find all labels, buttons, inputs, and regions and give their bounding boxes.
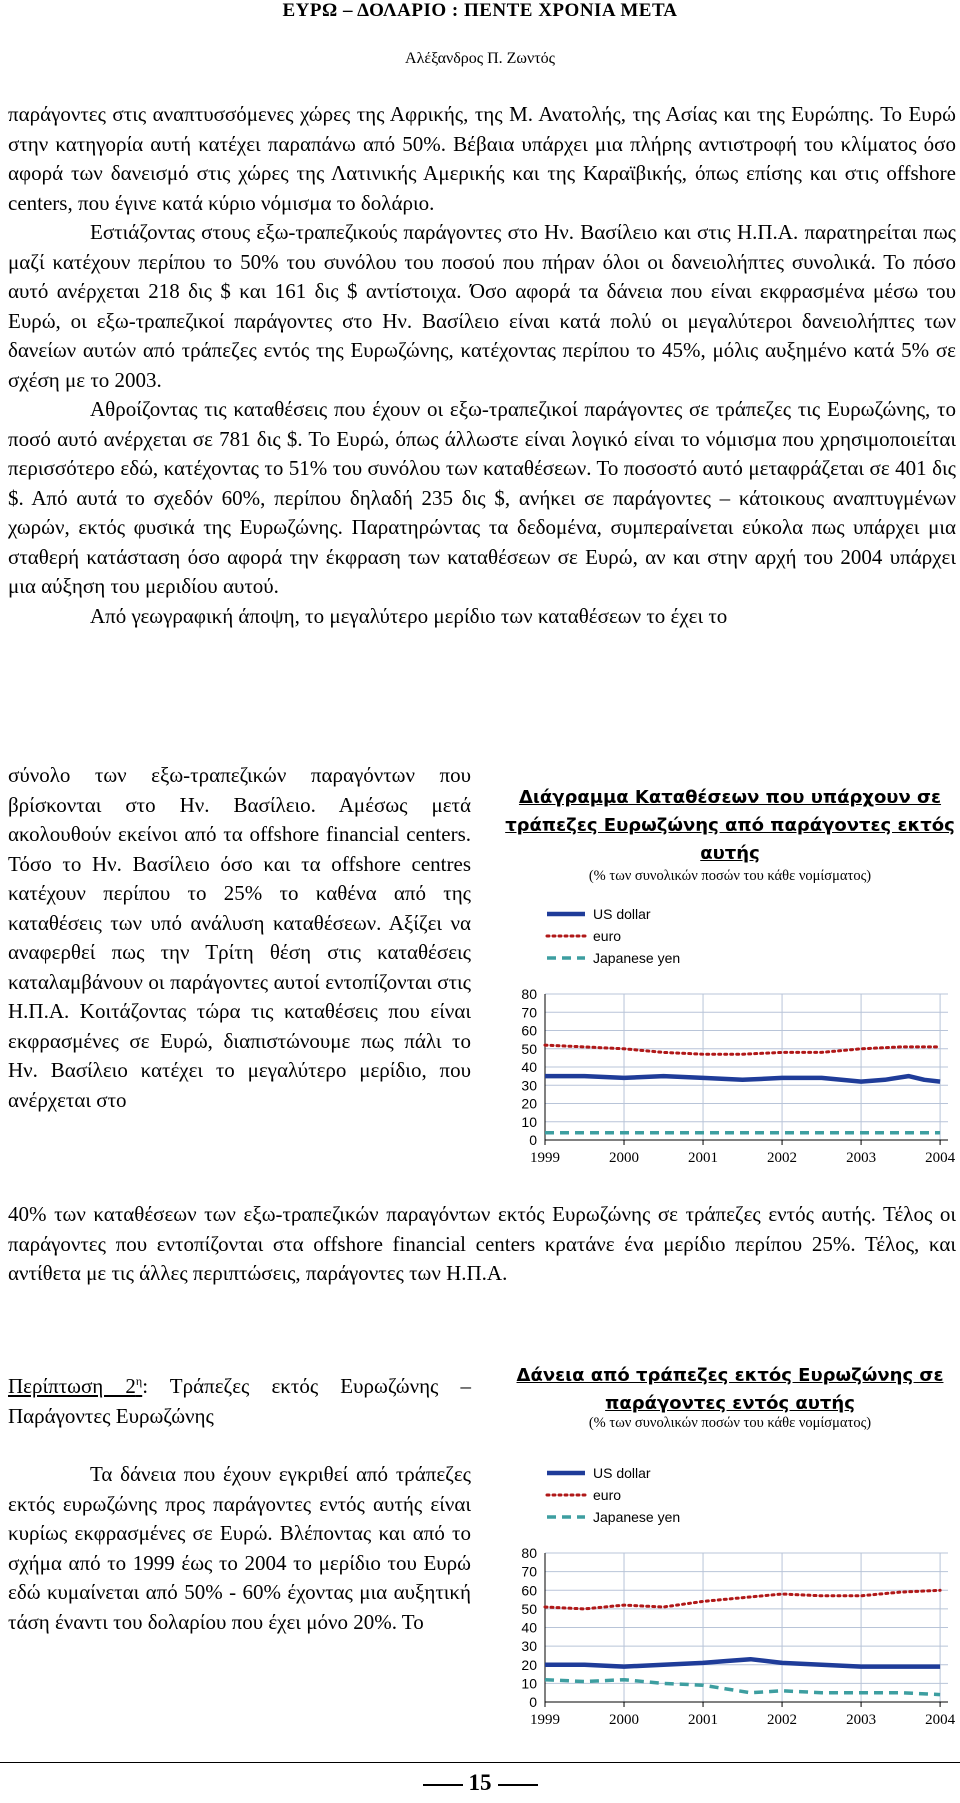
- paragraph-4-column: [8, 761, 471, 1115]
- figure-1-chart-svg: [505, 896, 960, 1178]
- page-number: [0, 1770, 960, 1796]
- fig2-x-tick-2003: 2003: [846, 1712, 877, 1728]
- figure-2-chart-svg: [505, 1455, 960, 1740]
- fig1-y-tick-20: 20: [521, 1095, 537, 1112]
- paragraph-4-lead: Από γεωγραφική άποψη, το μεγαλύτερο μερίδιο των καταθέσεων το έχει το: [90, 603, 728, 628]
- paragraph-3: Αθροίζοντας τις καταθέσεις που έχουν οι εξω-τραπεζικοί παράγοντες σε τράπεζες τις Ευρωζώνης, το ποσό αυτό ανέρχεται σε 781 δις $. Το Ευρώ, όπως άλλωστε είναι λογικό είναι το νόμισμα που χρησιμοποιείται περισσότερο εδώ, κατέχοντας το 51% του συνόλου των καταθέσεων. Το ποσοστό αυτό μεταφράζεται σε 401 δις $. Από αυτά το σχεδόν 60%, περίπου δηλαδή 235 δις $, ανήκει σε παράγοντες – κάτοικους αναπτυγμένων χωρών, εκτός φυσικά της Ευρωζώνης. Παρατηρώντας τα δεδομένα, συμπεραίνεται εύκολα πως υπάρχει μια σταθερή κατάσταση όσο αφορά την έκφραση των καταθέσεων σε Ευρώ, αν και στην αρχή του 2004 υπάρχει μια αύξηση του μεριδίου αυτού.: [8, 397, 956, 598]
- fig2-legend-label-2: Japanese yen: [593, 1509, 681, 1525]
- fig1-legend-label-2: Japanese yen: [593, 950, 681, 966]
- case-heading-label: [8, 1374, 142, 1398]
- figure-1-subtitle: (% των συνολικών ποσών του κάθε νομίσματος): [588, 868, 872, 884]
- fig1-series-euro: [545, 1045, 940, 1054]
- fig2-x-tick-2004: 2004: [925, 1712, 956, 1728]
- fig1-series-us-dollar: [545, 1076, 940, 1082]
- fig2-x-tick-1999: 1999: [530, 1712, 560, 1728]
- fig2-y-tick-70: 70: [521, 1563, 537, 1580]
- paragraph-4-column-text: σύνολο των εξω-τραπεζικών παραγόντων που βρίσκονται στο Ην. Βασίλειο. Αμέσως μετά ακολουθούν εκείνοι από τα offshore financial centers. Τόσο το Ην. Βασίλειο όσο και τα offshore centres κατέχουν περίπου το 25% το καθένα από της καταθέσεις των υπό ανάλυση καταθέσεων. Αξίζει να αναφερθεί πως την Τρίτη θέση στις καταθέσεις καταλαμβάνουν οι παράγοντες αυτοί εντοπίζονται στις Η.Π.Α. Κοιτάζοντας τώρα τις καταθέσεις που είναι εκφρασμένες σε Ευρώ, διαπιστώνουμε πως πάλι το Ην. Βασίλειο κατέχει το μεγαλύτερο μερίδιο, που ανέρχεται στο: [8, 763, 471, 1112]
- fig1-x-tick-2003: 2003: [846, 1150, 877, 1166]
- fig1-y-tick-70: 70: [521, 1004, 537, 1021]
- fig1-x-tick-1999: 1999: [530, 1150, 560, 1166]
- fig2-y-tick-30: 30: [521, 1638, 537, 1655]
- fig2-x-tick-2002: 2002: [767, 1712, 798, 1728]
- fig1-x-tick-2001: 2001: [688, 1150, 719, 1166]
- fig1-y-tick-0: 0: [529, 1132, 537, 1148]
- body-text-top: [8, 100, 956, 631]
- case-heading-label-text: Περίπτωση 2: [8, 1374, 136, 1398]
- fig1-y-tick-10: 10: [521, 1113, 537, 1130]
- page-number-dash-left: [423, 1784, 463, 1786]
- fig2-series-euro: [545, 1590, 940, 1609]
- case-heading-sup: η: [135, 1374, 143, 1388]
- figure-2-title: Δάνεια από τράπεζες εκτός Ευρωζώνης σε παράγοντες εντός αυτής: [516, 1365, 944, 1414]
- fig1-legend-label-1: euro: [593, 928, 622, 944]
- case-heading: [8, 1367, 471, 1431]
- figure-2-chart: [505, 1455, 960, 1740]
- body-text-middle: [8, 1200, 956, 1289]
- fig2-y-tick-0: 0: [529, 1694, 537, 1710]
- page-number-dash-right: [498, 1784, 538, 1786]
- fig2-series-us-dollar: [545, 1659, 940, 1666]
- fig2-y-tick-10: 10: [521, 1675, 537, 1692]
- fig2-y-tick-40: 40: [521, 1619, 537, 1636]
- paragraph-5: Τα δάνεια που έχουν εγκριθεί από τράπεζες εκτός ευρωζώνης προς παράγοντες εντός αυτής είναι κυρίως εκφρασμένες σε Ευρώ. Βλέποντας και από το σχήμα από το 1999 έως το 2004 το μερίδιο του Ευρώ εδώ κυμαίνεται από 50% - 60% έχοντας μια αυξητική τάση έναντι του δολαρίου που έχει μόνο 20%. Το: [8, 1462, 471, 1634]
- fig2-y-tick-60: 60: [521, 1582, 537, 1599]
- figure-1-chart: [505, 896, 960, 1178]
- figure-1-title: Διάγραμμα Καταθέσεων που υπάρχουν σε τράπεζες Ευρωζώνης από παράγοντες εκτός αυτής: [505, 787, 955, 864]
- case-heading-rest: : Τράπεζες εκτός Ευρωζώνης – Παράγοντες Ευρωζώνης: [8, 1374, 472, 1428]
- fig1-legend-label-0: US dollar: [593, 906, 651, 922]
- footer-rule: [0, 1762, 960, 1763]
- case-section: [8, 1367, 471, 1637]
- fig1-y-tick-60: 60: [521, 1022, 537, 1039]
- paragraph-4-continued: 40% των καταθέσεων των εξω-τραπεζικών παραγόντων εκτός Ευρωζώνης σε τράπεζες εντός αυτής. Τέλος οι παράγοντες που εντοπίζονται στα offshore financial centers κρατάνε ένα μερίδιο περίπου 25%. Τέλος, και αντίθετα με τις άλλες περιπτώσεις, παράγοντες των Η.Π.Α.: [8, 1202, 956, 1285]
- paragraph-1: παράγοντες στις αναπτυσσόμενες χώρες της Αφρικής, της Μ. Ανατολής, της Ασίας και της Ευρώπης. Το Ευρώ στην κατηγορία αυτή κατέχει παραπάνω από 50%. Βέβαια υπάρχει μια πλήρης αντιστροφή του κλίματος όσο αφορά των δανεισμό στις χώρες της Λατινικής Αμερικής και της Καραϊβικής, όπως επίσης και στις offshore centers, που έγινε κατά κύριο νόμισμα το δολάριο.: [8, 102, 956, 215]
- fig2-y-tick-20: 20: [521, 1656, 537, 1673]
- fig2-legend-label-1: euro: [593, 1487, 622, 1503]
- fig1-y-tick-50: 50: [521, 1040, 537, 1057]
- fig1-y-tick-80: 80: [521, 986, 537, 1002]
- fig2-x-tick-2000: 2000: [609, 1712, 640, 1728]
- fig2-x-tick-2001: 2001: [688, 1712, 719, 1728]
- fig1-y-tick-40: 40: [521, 1059, 537, 1075]
- figure-2-subtitle: (% των συνολικών ποσών του κάθε νομίσματος): [588, 1415, 872, 1431]
- fig1-x-tick-2000: 2000: [609, 1150, 640, 1166]
- fig2-y-tick-80: 80: [521, 1545, 537, 1561]
- fig1-x-tick-2004: 2004: [925, 1150, 956, 1166]
- fig2-series-japanese-yen: [545, 1680, 940, 1695]
- running-header-title: ΕΥΡΩ – ΔΟΛΑΡΙΟ : ΠΕΝΤΕ ΧΡΟΝΙΑ ΜΕΤΑ: [282, 0, 678, 21]
- running-header-author: Αλέξανδρος Π. Ζωντός: [405, 50, 555, 67]
- page-number-value: 15: [468, 1770, 492, 1795]
- paragraph-2: Εστιάζοντας στους εξω-τραπεζικούς παράγοντες στο Ην. Βασίλειο και στις Η.Π.Α. παρατηρείται πως μαζί κατέχουν περίπου το 50% του συνόλου του ποσού που πήραν όλοι οι δανειολήπτες συνολικά. Το πόσο αυτό ανέρχεται 218 δις $ και 161 δις $ αντίστοιχα. Όσο αφορά τα δάνεια που είναι εκφρασμένα μέσω του Ευρώ, οι εξω-τραπεζικοί παράγοντες στο Ην. Βασίλειο είναι κατά πολύ οι μεγαλύτεροι δανειολήπτες των δανείων αυτών από τράπεζες εντός της Ευρωζώνης, κατέχοντας περίπου το 45%, μόλις αυξημένο κατά 5% σε σχέση με το 2003.: [8, 220, 956, 392]
- fig1-x-tick-2002: 2002: [767, 1150, 798, 1166]
- fig2-y-tick-50: 50: [521, 1600, 537, 1617]
- fig1-y-tick-30: 30: [521, 1077, 537, 1094]
- fig2-legend-label-0: US dollar: [593, 1465, 651, 1481]
